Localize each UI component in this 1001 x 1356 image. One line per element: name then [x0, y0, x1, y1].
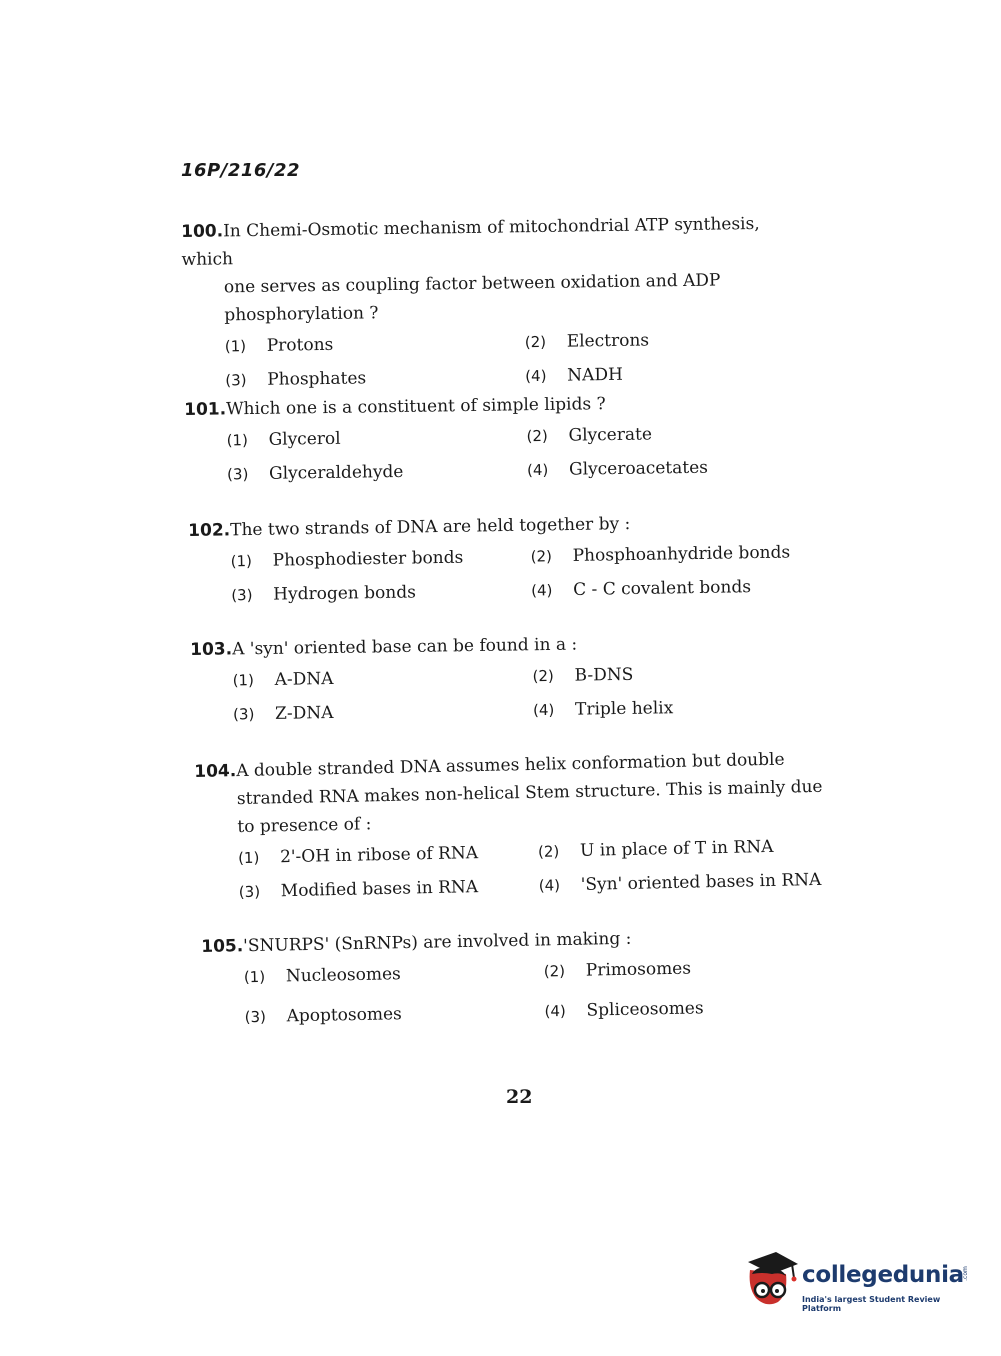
question-103: [190, 627, 821, 728]
option-text: 2'-OH in ribose of RNA: [279, 843, 479, 868]
option-3: [225, 363, 525, 393]
option-1: [232, 663, 532, 693]
option-2: [530, 539, 830, 570]
option-number: (1): [243, 967, 266, 987]
option-2: [544, 953, 844, 985]
question-number: 100.: [181, 221, 224, 242]
option-number: (2): [530, 547, 553, 566]
option-number: (4): [532, 700, 555, 720]
option-number: (1): [230, 552, 253, 571]
question-text: [184, 387, 814, 424]
option-number: (4): [538, 876, 561, 895]
option-2: [532, 659, 832, 689]
option-number: (3): [225, 371, 247, 390]
question-number: 105.: [201, 936, 244, 957]
option-3: [231, 578, 531, 609]
logo-suffix: .com: [961, 1266, 969, 1281]
option-4: [544, 993, 844, 1025]
option-text: Spliceosomes: [586, 998, 704, 1021]
option-number: (2): [543, 962, 566, 981]
question-105: [201, 921, 833, 1031]
question-number: 103.: [190, 639, 233, 660]
question-104: [194, 745, 827, 906]
question-text-first: In Chemi-Osmotic mechanism of mitochondrial ATP synthesis, which: [181, 213, 760, 270]
question-text: [181, 209, 813, 330]
option-text: Glycerol: [268, 428, 341, 450]
option-text: Glyceroacetates: [568, 457, 709, 480]
logo-name: collegedunia: [802, 1262, 964, 1288]
option-text: NADH: [567, 364, 623, 386]
option-3: [227, 457, 527, 487]
option-1: [238, 839, 538, 871]
question-text-first: A double stranded DNA assumes helix conformation but double: [236, 749, 785, 782]
option-number: (4): [531, 581, 553, 600]
page-number: 22: [506, 1086, 533, 1108]
question-text: [194, 745, 826, 842]
option-4: [527, 453, 827, 483]
option-text: Phosphodiester bonds: [272, 547, 464, 571]
option-text: A-DNA: [274, 669, 334, 690]
question-101: [184, 387, 815, 488]
question-text-rest: one serves as coupling factor between oxidation and ADP phosphorylation ?: [223, 270, 721, 326]
option-number: (2): [537, 842, 560, 861]
options: [226, 419, 815, 487]
question-number: 102.: [188, 520, 231, 541]
options: [230, 539, 819, 608]
question-number: 104.: [194, 761, 237, 782]
option-text: Nucleosomes: [285, 964, 401, 987]
option-2: [538, 833, 838, 865]
options: [238, 833, 827, 905]
option-text: Phosphoanhydride bonds: [572, 542, 791, 566]
student-mascot-icon: [742, 1248, 800, 1318]
collegedunia-logo[interactable]: [742, 1248, 972, 1318]
option-number: (1): [237, 848, 260, 868]
option-3: [239, 873, 539, 905]
option-number: (3): [226, 465, 249, 484]
question-text: [190, 627, 820, 664]
option-text: 'Syn' oriented bases in RNA: [580, 869, 822, 895]
question-text-first: A 'syn' oriented base can be found in a :: [232, 634, 578, 660]
option-text: Glycerate: [568, 424, 653, 446]
option-text: Z-DNA: [274, 703, 334, 724]
option-4: [525, 359, 825, 389]
option-text: Protons: [266, 334, 334, 356]
option-text: Primosomes: [585, 958, 692, 981]
question-100: [181, 209, 813, 394]
option-text: Modified bases in RNA: [280, 877, 479, 902]
question-text-first: Which one is a constituent of simple lipids ?: [226, 394, 606, 420]
option-number: (3): [244, 1007, 267, 1027]
option-1: [244, 958, 544, 990]
option-text: C - C covalent bonds: [573, 577, 752, 600]
option-2: [525, 325, 825, 355]
question-text-first: The two strands of DNA are held together by :: [230, 514, 631, 541]
option-number: (2): [526, 426, 548, 446]
question-number: 101.: [184, 399, 227, 420]
option-text: Apoptosomes: [286, 1004, 403, 1027]
question-text: [188, 507, 818, 545]
option-text: Triple helix: [574, 698, 674, 720]
option-number: (1): [226, 431, 248, 450]
option-number: (4): [525, 366, 547, 386]
options: [232, 659, 821, 727]
option-text: Glyceraldehyde: [268, 461, 404, 484]
option-3: [233, 697, 533, 727]
logo-tagline: India's largest Student Review Platform: [802, 1295, 941, 1313]
question-text-rest: stranded RNA makes non-helical Stem structure. This is mainly due to presence of :: [236, 776, 823, 838]
option-3: [244, 998, 544, 1030]
option-number: (2): [532, 666, 554, 686]
question-text-first: 'SNURPS' (SnRNPs) are involved in making :: [243, 928, 632, 957]
question-102: [188, 507, 819, 609]
option-number: (4): [526, 460, 549, 480]
option-4: [538, 867, 838, 899]
option-text: Hydrogen bonds: [273, 582, 417, 605]
option-4: [533, 693, 833, 723]
option-2: [526, 419, 826, 449]
options: [225, 325, 814, 393]
option-text: Phosphates: [267, 368, 367, 390]
option-number: (4): [544, 1002, 566, 1021]
option-1: [225, 329, 525, 359]
option-number: (1): [232, 671, 254, 690]
option-number: (3): [231, 585, 253, 605]
option-text: Electrons: [566, 330, 650, 352]
option-1: [230, 544, 530, 575]
option-4: [531, 573, 831, 604]
option-number: (2): [524, 332, 547, 352]
options: [244, 953, 833, 1030]
option-number: (1): [224, 337, 247, 356]
option-text: B-DNS: [574, 664, 634, 686]
option-1: [226, 423, 526, 453]
option-number: (3): [232, 705, 255, 724]
option-text: U in place of T in RNA: [579, 836, 774, 861]
option-number: (3): [238, 882, 261, 902]
page-code: 16P/216/22: [181, 160, 301, 181]
